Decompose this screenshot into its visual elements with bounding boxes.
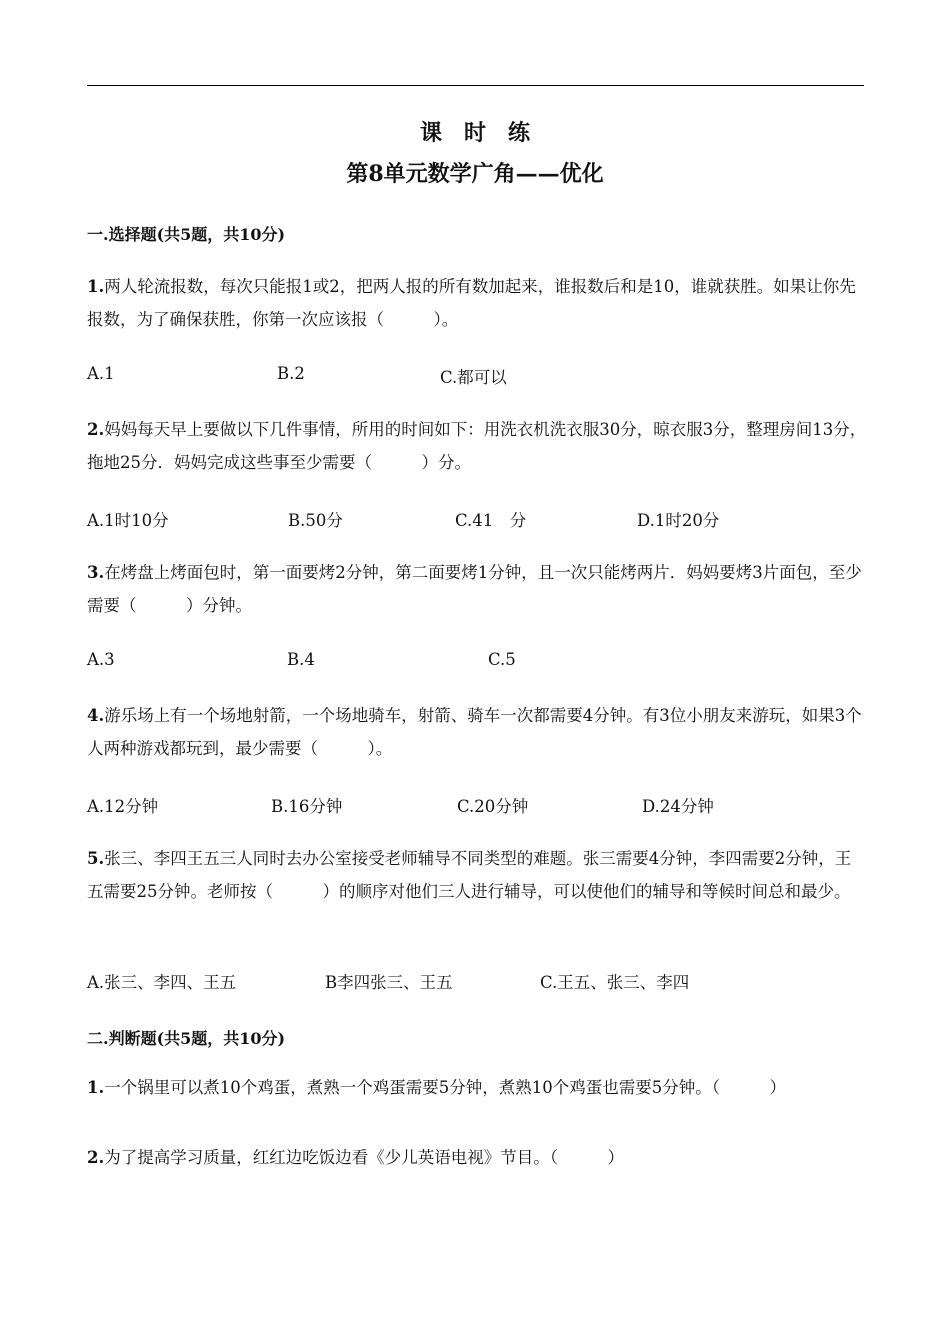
question-number: 3.	[87, 563, 105, 582]
judge-question-2	[87, 1141, 867, 1174]
option-c: C.都可以	[440, 368, 507, 387]
question-text: 一个锅里可以煮10个鸡蛋，煮熟一个鸡蛋需要5分钟，煮熟10个鸡蛋也需要5分钟。（ ）	[104, 1078, 786, 1097]
question-number: 5.	[87, 849, 105, 868]
option-d: D.24分钟	[642, 797, 714, 816]
option-a: A.3	[87, 650, 115, 669]
option-a: A.张三、李四、王五	[87, 973, 237, 992]
question-text: 两人轮流报数，每次只能报1或2，把两人报的所有数加起来，谁报数后和是10，谁就获胜。如果让你先报数，为了确保获胜，你第一次应该报（ ）。	[87, 277, 856, 329]
question-text: 妈妈每天早上要做以下几件事情，所用的时间如下：用洗衣机洗衣服30分，晾衣服3分，整理房间13分，拖地25分．妈妈完成这些事至少需要（ ）分。	[87, 420, 867, 472]
option-c: C.41 分	[455, 511, 527, 530]
judge-question-1	[87, 1075, 867, 1101]
option-c: C.20分钟	[457, 797, 529, 816]
option-b: B.50分	[288, 511, 343, 530]
question-number: 2.	[87, 1148, 105, 1167]
option-c: C.王五、张三、李四	[540, 973, 690, 992]
question-number: 4.	[87, 706, 105, 725]
option-b: B.16分钟	[271, 797, 343, 816]
section-heading-judge: 二.判断题(共5题，共10分)	[87, 1029, 286, 1048]
question-text: 在烤盘上烤面包时，第一面要烤2分钟，第二面要烤1分钟，且一次只能烤两片．妈妈要烤3片面包，至少需要（ ）分钟。	[87, 563, 862, 615]
option-b: B.2	[277, 364, 305, 383]
question-text: 游乐场上有一个场地射箭，一个场地骑车，射箭、骑车一次都需要4分钟。有3位小朋友来游玩，如果3个人两种游戏都玩到，最少需要（ ）。	[87, 706, 862, 758]
question-3	[87, 556, 867, 622]
question-number: 1.	[87, 1078, 105, 1097]
question-text: 张三、李四王五三人同时去办公室接受老师辅导不同类型的难题。张三需要4分钟，李四需要2分钟，王五需要25分钟。老师按（ ）的顺序对他们三人进行辅导，可以使他们的辅导和等候时间总和最少。	[87, 849, 852, 901]
option-c: C.5	[488, 650, 516, 669]
question-4	[87, 699, 867, 765]
question-text: 为了提高学习质量，红红边吃饭边看《少儿英语电视》节目。（ ）	[104, 1148, 624, 1167]
option-a: A.1时10分	[87, 511, 169, 530]
header-rule	[87, 85, 864, 86]
question-number: 1.	[87, 277, 105, 296]
option-b: B李四张三、王五	[325, 973, 453, 992]
option-a: A.12分钟	[87, 797, 159, 816]
option-b: B.4	[287, 650, 315, 669]
question-2	[87, 413, 867, 479]
section-heading-choice: 一.选择题(共5题，共10分)	[87, 225, 286, 244]
question-number: 2.	[87, 420, 105, 439]
option-d: D.1时20分	[637, 511, 720, 530]
option-a: A.1	[87, 364, 115, 383]
question-1	[87, 270, 867, 336]
question-5	[87, 842, 867, 908]
page-subtitle: 第8单元数学广角——优化	[346, 161, 604, 187]
page-title: 课时练	[419, 120, 552, 146]
